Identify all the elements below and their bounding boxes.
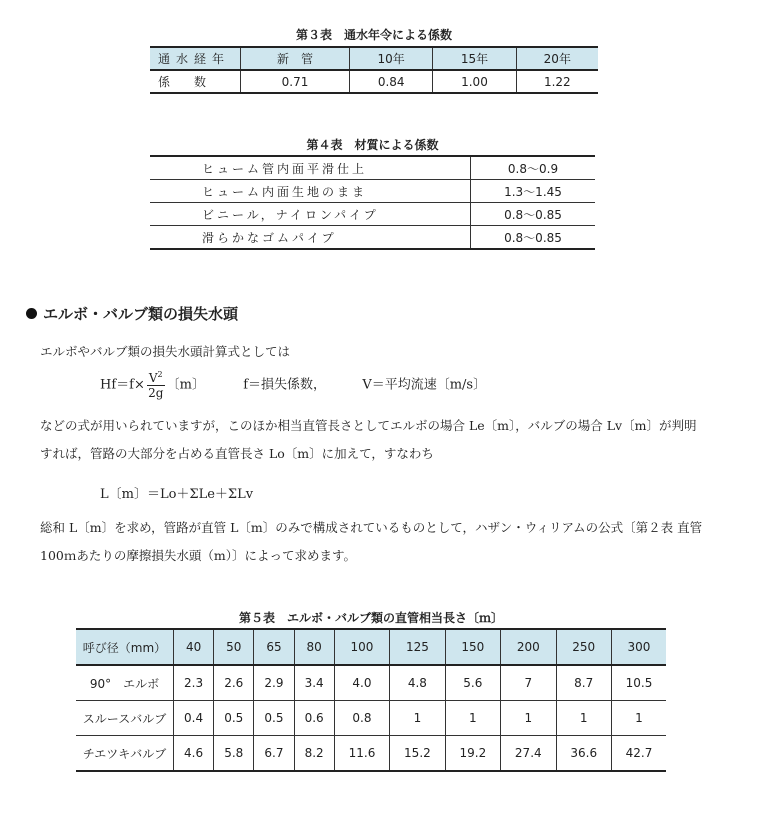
table-cell: 27.4: [501, 736, 556, 772]
formula-lhs: Hf＝f×: [100, 377, 145, 393]
age-coefficient-table: [150, 46, 598, 94]
table-row: [150, 156, 595, 180]
table-cell: 42.7: [611, 736, 666, 772]
loss-formula: [100, 370, 486, 400]
value-cell: 0.8〜0.9: [471, 156, 596, 180]
value-cell: 0.8〜0.85: [471, 203, 596, 226]
numerator-exponent: 2: [157, 370, 163, 379]
header-cell: 100: [334, 629, 389, 665]
intro-text: エルボやバルブ類の損失水頭計算式としては: [40, 344, 291, 359]
table-row: [150, 226, 595, 250]
fraction-denominator: 2g: [148, 386, 164, 400]
table-cell: 2.3: [174, 665, 214, 701]
material-cell: ヒューム内面生地のまま: [150, 180, 471, 203]
table-cell: 1: [390, 701, 445, 736]
header-cell: 50: [214, 629, 254, 665]
table-cell: 2.6: [214, 665, 254, 701]
table-row: [76, 665, 666, 701]
table-cell: 8.2: [294, 736, 334, 772]
table-cell: 1: [611, 701, 666, 736]
table-cell: 11.6: [334, 736, 389, 772]
fraction-numerator: [147, 370, 165, 386]
row-label: チエツキバルブ: [76, 736, 174, 772]
table-cell: 10.5: [611, 665, 666, 701]
value-cell: 0.8〜0.85: [471, 226, 596, 250]
material-cell: ビニール，ナイロンパイプ: [150, 203, 471, 226]
f-definition: f＝損失係数，: [243, 377, 327, 393]
table-cell: 1: [445, 701, 500, 736]
paragraph-line: 総和 L〔m〕を求め，管路が直管 L〔m〕のみで構成されているものとして，ハザン・ウィリアムの公式〔第２表 直管: [40, 520, 703, 535]
fraction: [147, 370, 165, 400]
table-row: [76, 701, 666, 736]
table-cell: 5.8: [214, 736, 254, 772]
table-cell: 3.4: [294, 665, 334, 701]
table4-caption: 第４表 材質による係数: [306, 138, 439, 152]
table-cell: 0.5: [214, 701, 254, 736]
table-cell: 0.6: [294, 701, 334, 736]
table-cell: 0.5: [254, 701, 294, 736]
table-cell: 1: [556, 701, 611, 736]
paragraph-line: すれば，管路の大部分を占める直管長さ Lo〔m〕に加えて，すなわち: [40, 446, 434, 461]
formula-unit: 〔m〕: [166, 377, 205, 393]
table-cell: 0.4: [174, 701, 214, 736]
header-cell: 呼び径（mm）: [76, 629, 174, 665]
table-row: [76, 736, 666, 772]
table-cell: 19.2: [445, 736, 500, 772]
header-cell: 通水経年: [150, 47, 241, 70]
v-definition: V＝平均流速〔m/s〕: [362, 377, 487, 393]
header-cell: 15年: [433, 47, 516, 70]
section-heading-text: エルボ・バルブ類の損失水頭: [43, 305, 239, 323]
section-heading: [26, 303, 238, 324]
numerator-text: V: [148, 371, 158, 385]
table-row: [150, 180, 595, 203]
header-cell: 300: [611, 629, 666, 665]
table-cell: 0.71: [241, 70, 350, 93]
table5-caption: 第５表 エルボ・バルブ類の直管相当長さ〔ｍ〕: [238, 611, 503, 625]
table-cell: 1: [501, 701, 556, 736]
table-cell: 5.6: [445, 665, 500, 701]
table-cell: 4.0: [334, 665, 389, 701]
length-formula: L〔m〕＝Lo＋ΣLe＋ΣLv: [100, 487, 254, 502]
table-cell: 6.7: [254, 736, 294, 772]
table-cell: 4.6: [174, 736, 214, 772]
material-cell: 滑らかなゴムパイプ: [150, 226, 471, 250]
header-cell: 40: [174, 629, 214, 665]
table-cell: 2.9: [254, 665, 294, 701]
table-cell: 8.7: [556, 665, 611, 701]
table3-caption: 第３表 通水年令による係数: [295, 28, 452, 42]
table-header-row: [150, 47, 598, 70]
paragraph-line: 100ｍあたりの摩擦損失水頭（m）〕によって求めます。: [40, 548, 356, 563]
table-header-row: [76, 629, 666, 665]
table-cell: 0.84: [350, 70, 433, 93]
table-cell: 1.00: [433, 70, 516, 93]
row-label: 90° エルボ: [76, 665, 174, 701]
value-cell: 1.3〜1.45: [471, 180, 596, 203]
header-cell: 250: [556, 629, 611, 665]
material-coefficient-table: [150, 155, 595, 250]
table-cell: 1.22: [516, 70, 598, 93]
row-label: 係 数: [150, 70, 241, 93]
equivalent-length-table: [76, 628, 666, 772]
header-cell: 新 管: [241, 47, 350, 70]
header-cell: 10年: [350, 47, 433, 70]
table-row: [150, 203, 595, 226]
header-cell: 20年: [516, 47, 598, 70]
table-cell: 7: [501, 665, 556, 701]
table-cell: 4.8: [390, 665, 445, 701]
header-cell: 80: [294, 629, 334, 665]
table-cell: 0.8: [334, 701, 389, 736]
bullet-icon: [26, 308, 37, 319]
paragraph-line: などの式が用いられていますが，このほか相当直管長さとしてエルボの場合 Le〔m〕，バルブの場合 Lv〔m〕が判明: [40, 418, 697, 433]
header-cell: 125: [390, 629, 445, 665]
table-cell: 36.6: [556, 736, 611, 772]
material-cell: ヒューム管内面平滑仕上: [150, 156, 471, 180]
header-cell: 200: [501, 629, 556, 665]
header-cell: 150: [445, 629, 500, 665]
row-label: スルースバルブ: [76, 701, 174, 736]
table-cell: 15.2: [390, 736, 445, 772]
header-cell: 65: [254, 629, 294, 665]
table-row: [150, 70, 598, 93]
